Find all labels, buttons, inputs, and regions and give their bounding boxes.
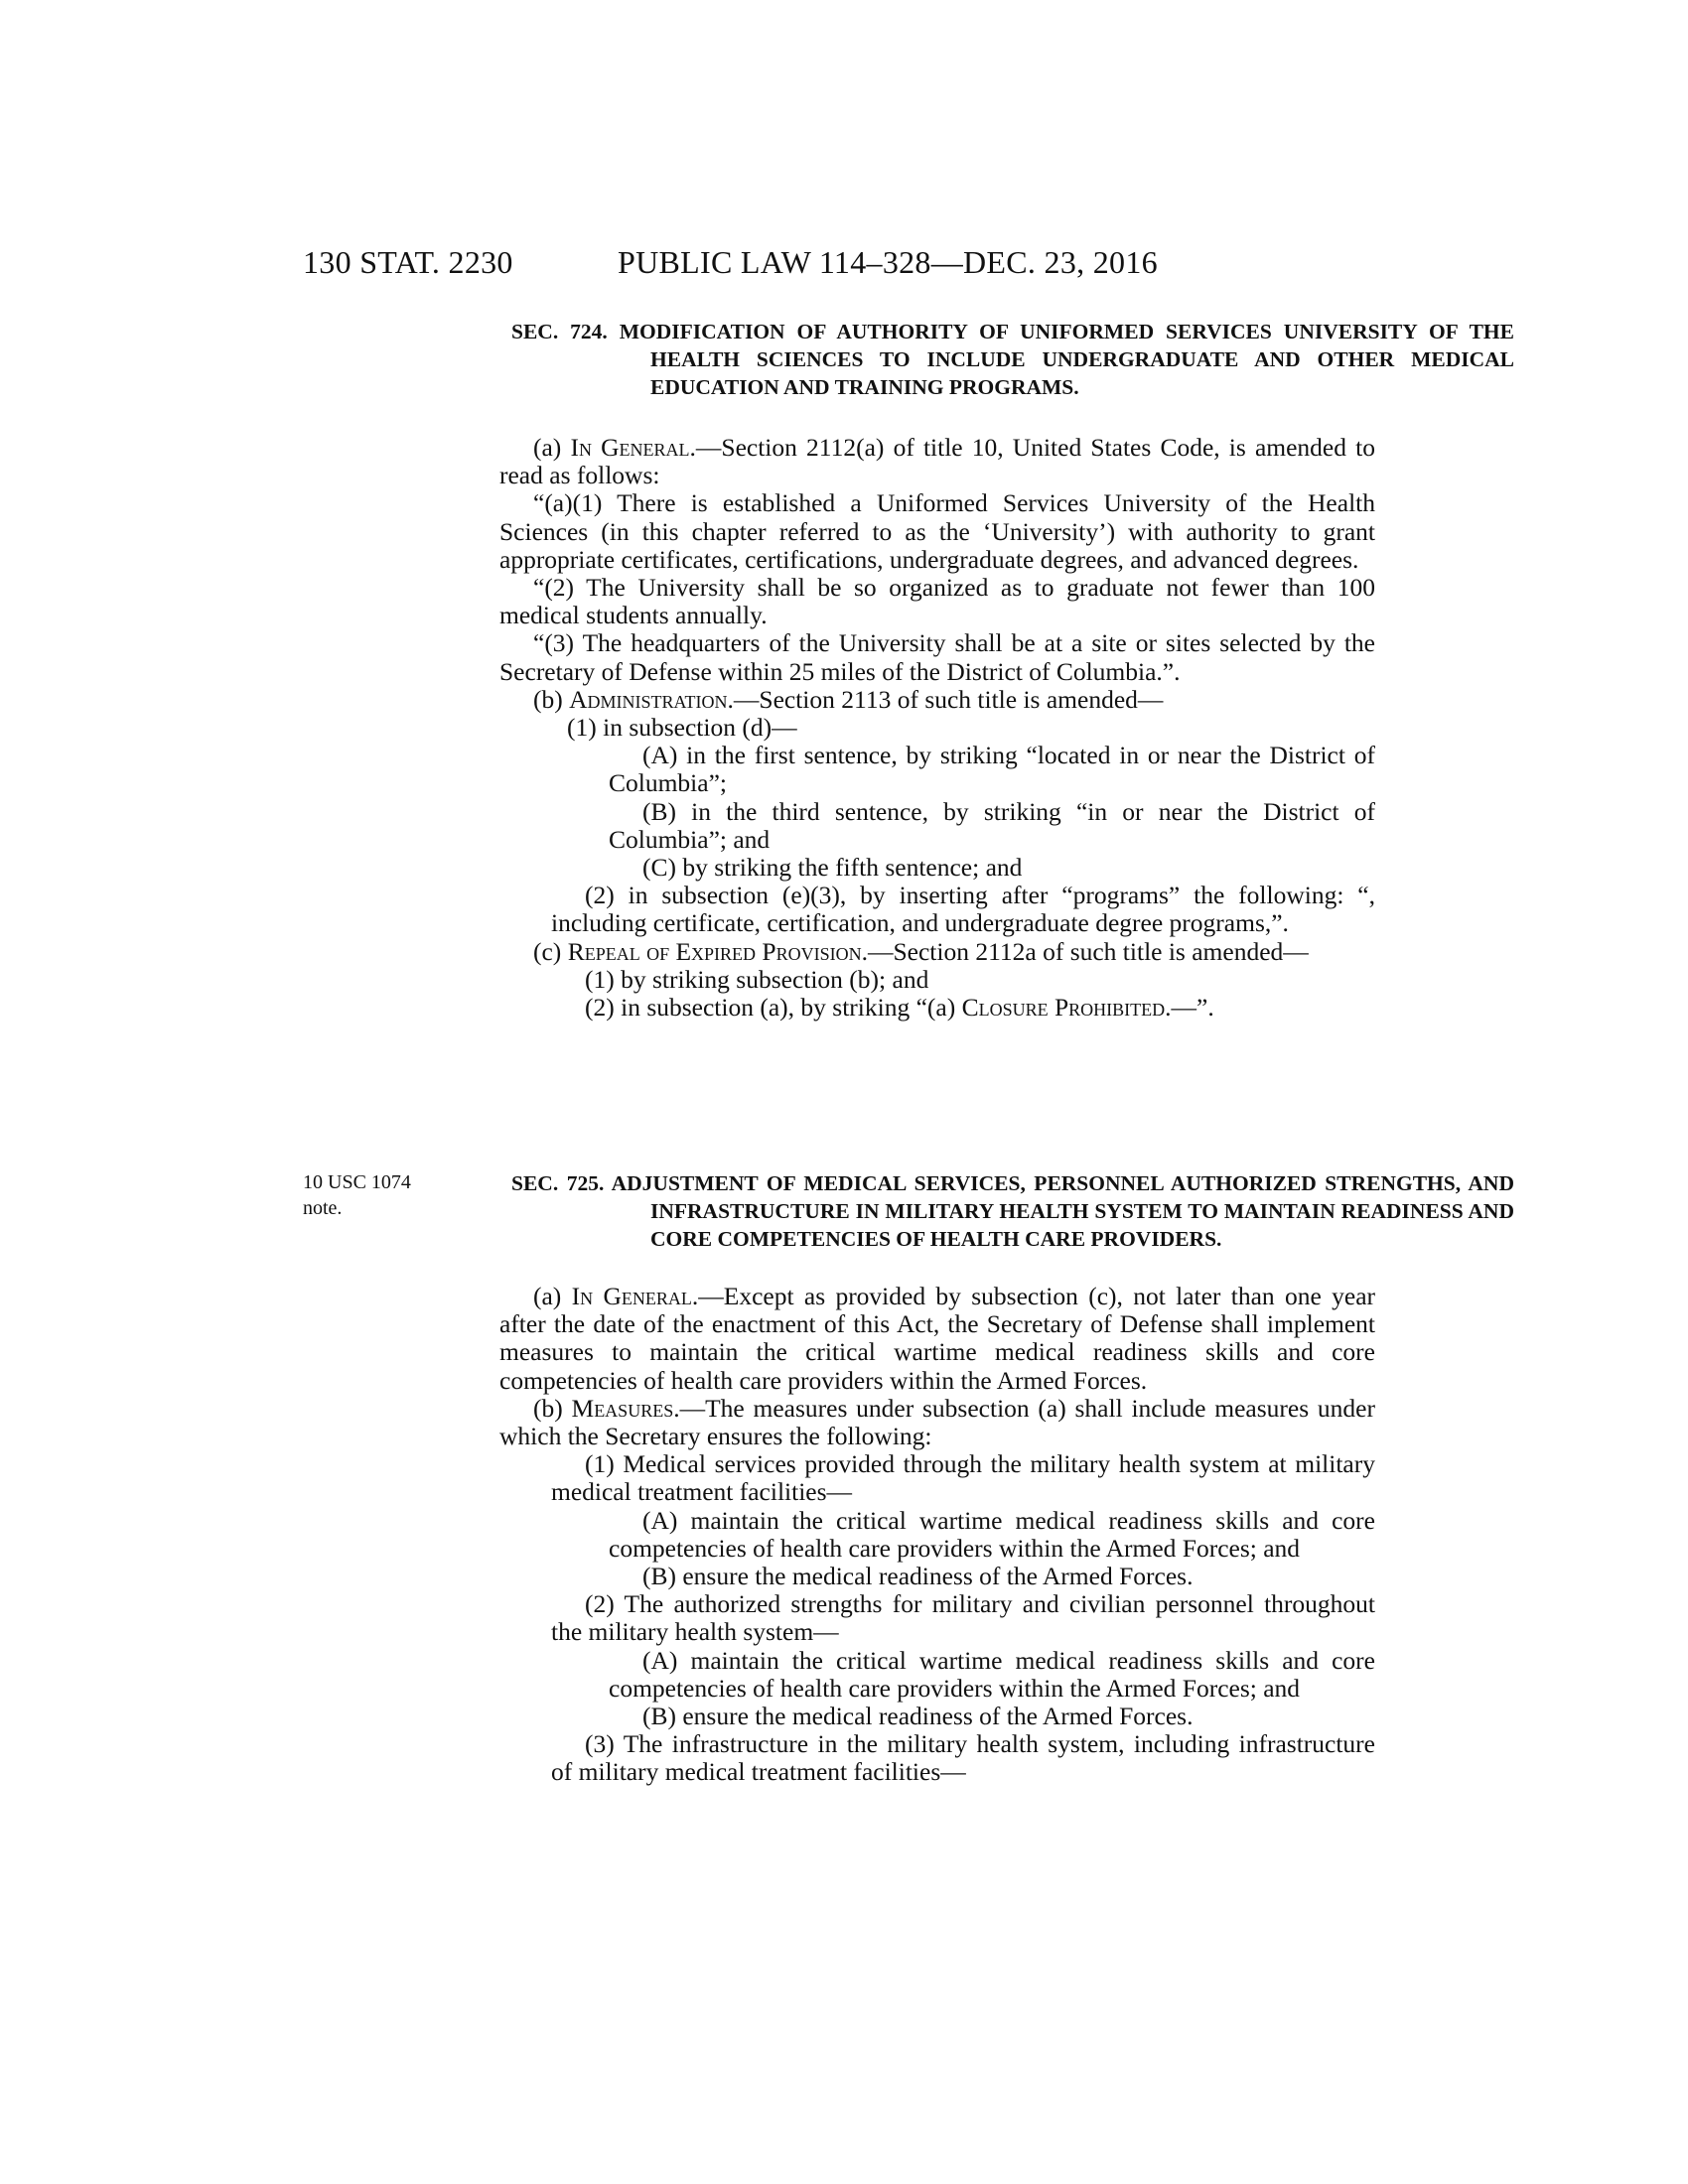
caption: Repeal of Expired Provision bbox=[567, 936, 862, 966]
caption: In General bbox=[570, 433, 690, 462]
paragraph: (3) The infrastructure in the military health system, including infrastructure of military medical treatment facilities— bbox=[551, 1729, 1375, 1787]
subsection-a: (a) In General.—Except as provided by subsection (c), not later than one year after the date of the enactment of this Act, the Secretary of Defense shall implement measures to maintain the critical wartime medical readiness skills and core competencies of health care providers within the Armed Forces. bbox=[499, 1282, 1375, 1395]
caption: Measures bbox=[571, 1393, 674, 1423]
section-724-body bbox=[499, 434, 1375, 1022]
paragraph: “(a)(1) There is established a Uniformed Services University of the Health Sciences (in this chapter referred to as the ‘University’) with authority to grant appropriate certificates, certifications, undergraduate degrees, and advanced degrees. bbox=[499, 488, 1375, 574]
margin-note-citation: 10 USC 1074 note. bbox=[303, 1171, 411, 1219]
caption: Closure Prohibited bbox=[961, 993, 1166, 1023]
paragraph: (2) in subsection (a), by striking “(a) Closure Prohibited.—”. bbox=[585, 993, 1214, 1023]
statute-page-number: 130 STAT. 2230 bbox=[303, 244, 513, 280]
paragraph: (1) by striking subsection (b); and bbox=[585, 964, 929, 994]
subparagraph: (B) ensure the medical readiness of the Armed Forces. bbox=[642, 1562, 1194, 1591]
subparagraph: (B) ensure the medical readiness of the Armed Forces. bbox=[642, 1702, 1194, 1731]
subsection-c: (c) Repeal of Expired Provision.—Section 2112a of such title is amended— bbox=[533, 936, 1309, 966]
paragraph: “(2) The University shall be so organized as to graduate not fewer than 100 medical students annually. bbox=[499, 573, 1375, 630]
paragraph: “(3) The headquarters of the University shall be at a site or sites selected by the Secretary of Defense within 25 miles of the District of Columbia.”. bbox=[499, 628, 1375, 686]
subparagraph: (A) maintain the critical wartime medical readiness skills and core competencies of health care providers within the Armed Forces; and bbox=[609, 1645, 1375, 1703]
caption: Administration bbox=[569, 684, 728, 714]
public-law-running-head: PUBLIC LAW 114–328—DEC. 23, 2016 bbox=[618, 244, 1158, 280]
paragraph: (2) in subsection (e)(3), by inserting after “programs” the following: “, including certificate, certification, and undergraduate degree programs,”. bbox=[551, 881, 1375, 938]
section-725-body bbox=[499, 1283, 1375, 1787]
section-725-heading: SEC. 725. ADJUSTMENT OF MEDICAL SERVICES, PERSONNEL AUTHORIZED STRENGTHS, AND INFRASTRUCTURE IN MILITARY HEALTH SYSTEM TO MAINTAIN READINESS AND CORE COMPETENCIES OF HEALTH CARE PROVIDERS. bbox=[511, 1171, 1514, 1251]
subsection-b: (b) Measures.—The measures under subsection (a) shall include measures under which the Secretary ensures the following: bbox=[499, 1393, 1375, 1451]
subparagraph: (B) in the third sentence, by striking “in or near the District of Columbia”; and bbox=[609, 796, 1375, 854]
subparagraph: (C) by striking the fifth sentence; and bbox=[642, 853, 1023, 883]
paragraph: (2) The authorized strengths for military and civilian personnel throughout the military health system— bbox=[551, 1589, 1375, 1647]
subsection-b: (b) Administration.—Section 2113 of such title is amended— bbox=[533, 684, 1164, 714]
paragraph: (1) in subsection (d)— bbox=[567, 713, 797, 743]
page-header bbox=[303, 244, 1375, 284]
subsection-a: (a) In General.—Section 2112(a) of title 10, United States Code, is amended to read as follows: bbox=[499, 433, 1375, 490]
caption: In General bbox=[571, 1282, 692, 1310]
subparagraph: (A) in the first sentence, by striking “located in or near the District of Columbia”; bbox=[609, 741, 1375, 798]
paragraph: (1) Medical services provided through the military health system at military medical treatment facilities— bbox=[551, 1449, 1375, 1507]
subparagraph: (A) maintain the critical wartime medical readiness skills and core competencies of health care providers within the Armed Forces; and bbox=[609, 1505, 1375, 1563]
section-724-heading: SEC. 724. MODIFICATION OF AUTHORITY OF UNIFORMED SERVICES UNIVERSITY OF THE HEALTH SCIENCES TO INCLUDE UNDERGRADUATE AND OTHER MEDICAL EDUCATION AND TRAINING PROGRAMS. bbox=[511, 320, 1514, 399]
